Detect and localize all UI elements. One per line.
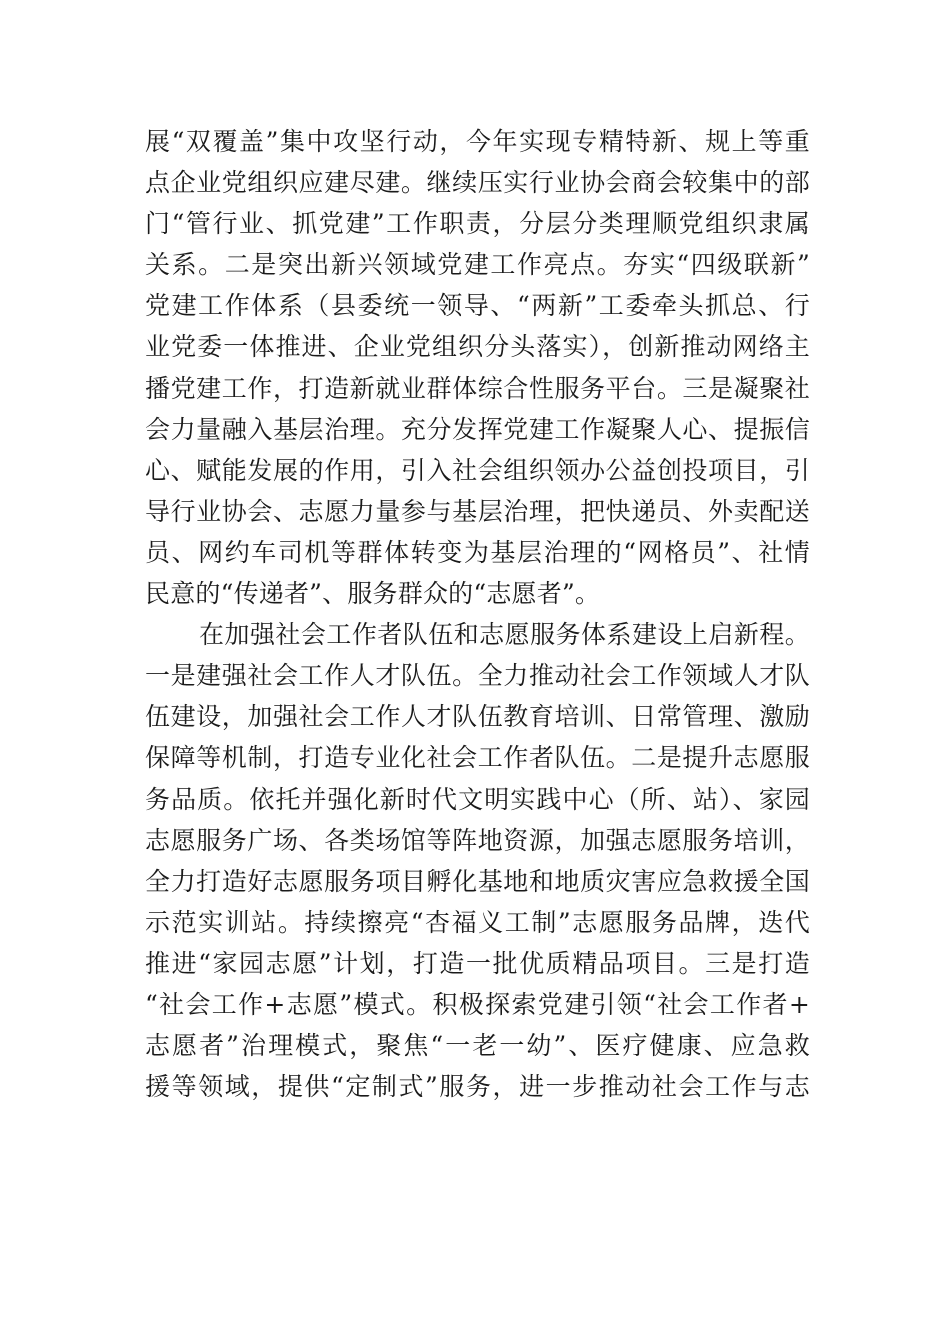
text-line: 保障等机制，打造专业化社会工作者队伍。二是提升志愿服	[145, 743, 810, 773]
body-text	[145, 121, 810, 1107]
text-line: “社会工作+志愿”模式。积极探索党建引领“社会工作者+	[145, 989, 810, 1019]
text-line: 伍建设，加强社会工作人才队伍教育培训、日常管理、激励	[145, 702, 810, 732]
text-line: 门“管行业、抓党建”工作职责，分层分类理顺党组织隶属	[145, 209, 810, 239]
text-line: 推进“家园志愿”计划，打造一批优质精品项目。三是打造	[145, 948, 810, 978]
paragraph-2	[145, 614, 810, 1107]
text-line: 播党建工作，打造新就业群体综合性服务平台。三是凝聚社	[145, 373, 810, 403]
text-line: 民意的“传递者”、服务群众的“志愿者”。	[145, 579, 601, 609]
text-line: 导行业协会、志愿力量参与基层治理，把快递员、外卖配送	[145, 496, 810, 526]
text-line: 心、赋能发展的作用，引入社会组织领办公益创投项目，引	[145, 455, 810, 485]
text-line: 员、网约车司机等群体转变为基层治理的“网格员”、社情	[145, 537, 810, 567]
text-line: 务品质。依托并强化新时代文明实践中心（所、站）、家园	[145, 784, 810, 814]
text-line: 全力打造好志愿服务项目孵化基地和地质灾害应急救援全国	[145, 866, 810, 896]
text-line: 关系。二是突出新兴领域党建工作亮点。夯实“四级联新”	[145, 250, 810, 280]
text-line: 业党委一体推进、企业党组织分头落实），创新推动网络主	[145, 332, 810, 362]
text-line: 展“双覆盖”集中攻坚行动，今年实现专精特新、规上等重	[145, 127, 810, 156]
paragraph-1	[145, 121, 810, 614]
text-line: 点企业党组织应建尽建。继续压实行业协会商会较集中的部	[145, 168, 810, 198]
text-line: 一是建强社会工作人才队伍。全力推动社会工作领域人才队	[145, 661, 810, 691]
text-line: 志愿服务广场、各类场馆等阵地资源，加强志愿服务培训，	[145, 825, 810, 855]
text-line: 在加强社会工作者队伍和志愿服务体系建设上启新程。	[199, 620, 810, 650]
text-line: 援等领域，提供“定制式”服务，进一步推动社会工作与志	[145, 1072, 810, 1102]
text-line: 示范实训站。持续擦亮“杏福义工制”志愿服务品牌，迭代	[145, 907, 810, 937]
text-line: 会力量融入基层治理。充分发挥党建工作凝聚人心、提振信	[145, 414, 810, 444]
text-line: 志愿者”治理模式，聚焦“一老一幼”、医疗健康、应急救	[145, 1031, 810, 1061]
text-line: 党建工作体系（县委统一领导、“两新”工委牵头抓总、行	[145, 291, 810, 321]
